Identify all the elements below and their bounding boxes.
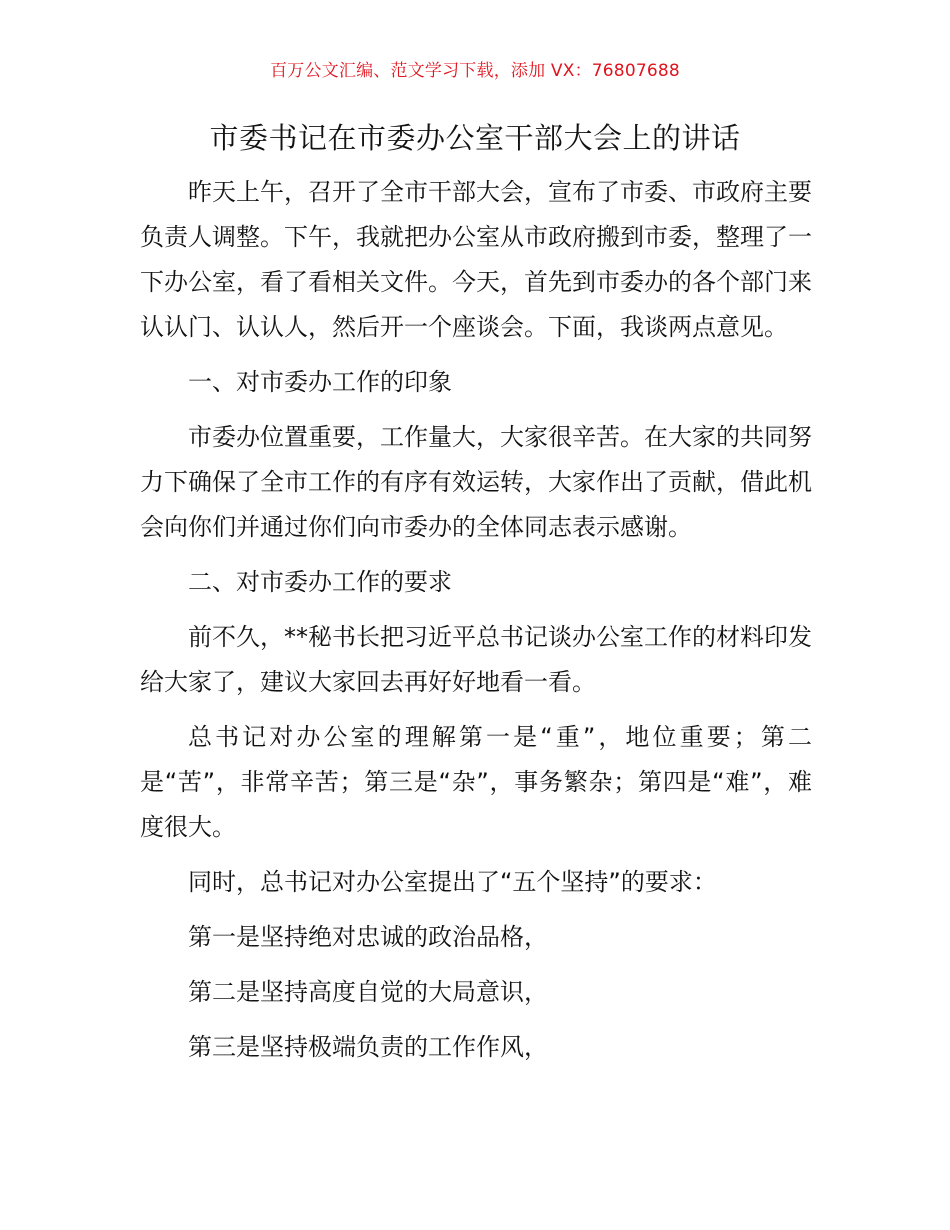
paragraph-materials: 前不久，**秘书长把习近平总书记谈办公室工作的材料印发给大家了，建议大家回去再好好地看一看。 xyxy=(140,623,812,696)
document-title: 市委书记在市委办公室干部大会上的讲话 xyxy=(209,121,741,155)
list-item-2: 第二是坚持高度自觉的大局意识， xyxy=(188,978,548,1006)
document-body xyxy=(140,170,812,1080)
paragraph-understanding: 总书记对办公室的理解第一是“重”，地位重要；第二是“苦”，非常辛苦；第三是“杂”，事务繁杂；第四是“难”，难度很大。 xyxy=(140,723,812,841)
list-item-1: 第一是坚持绝对忠诚的政治品格， xyxy=(188,923,548,951)
paragraph-impression: 市委办位置重要，工作量大，大家很辛苦。在大家的共同努力下确保了全市工作的有序有效运转，大家作出了贡献，借此机会向你们并通过你们向市委办的全体同志表示感谢。 xyxy=(140,423,812,541)
paragraph-five-persistences: 同时，总书记对办公室提出了“五个坚持”的要求： xyxy=(188,868,717,896)
list-item-3: 第三是坚持极端负责的工作作风， xyxy=(188,1033,548,1061)
watermark-header: 百万公文汇编、范文学习下载，添加 VX：76807688 xyxy=(270,61,680,81)
section-heading-1: 一、对市委办工作的印象 xyxy=(188,368,452,396)
section-heading-2: 二、对市委办工作的要求 xyxy=(188,568,452,596)
paragraph-intro: 昨天上午，召开了全市干部大会，宣布了市委、市政府主要负责人调整。下午，我就把办公室从市政府搬到市委，整理了一下办公室，看了看相关文件。今天，首先到市委办的各个部门来认认门、认认人，然后开一个座谈会。下面，我谈两点意见。 xyxy=(140,178,812,341)
